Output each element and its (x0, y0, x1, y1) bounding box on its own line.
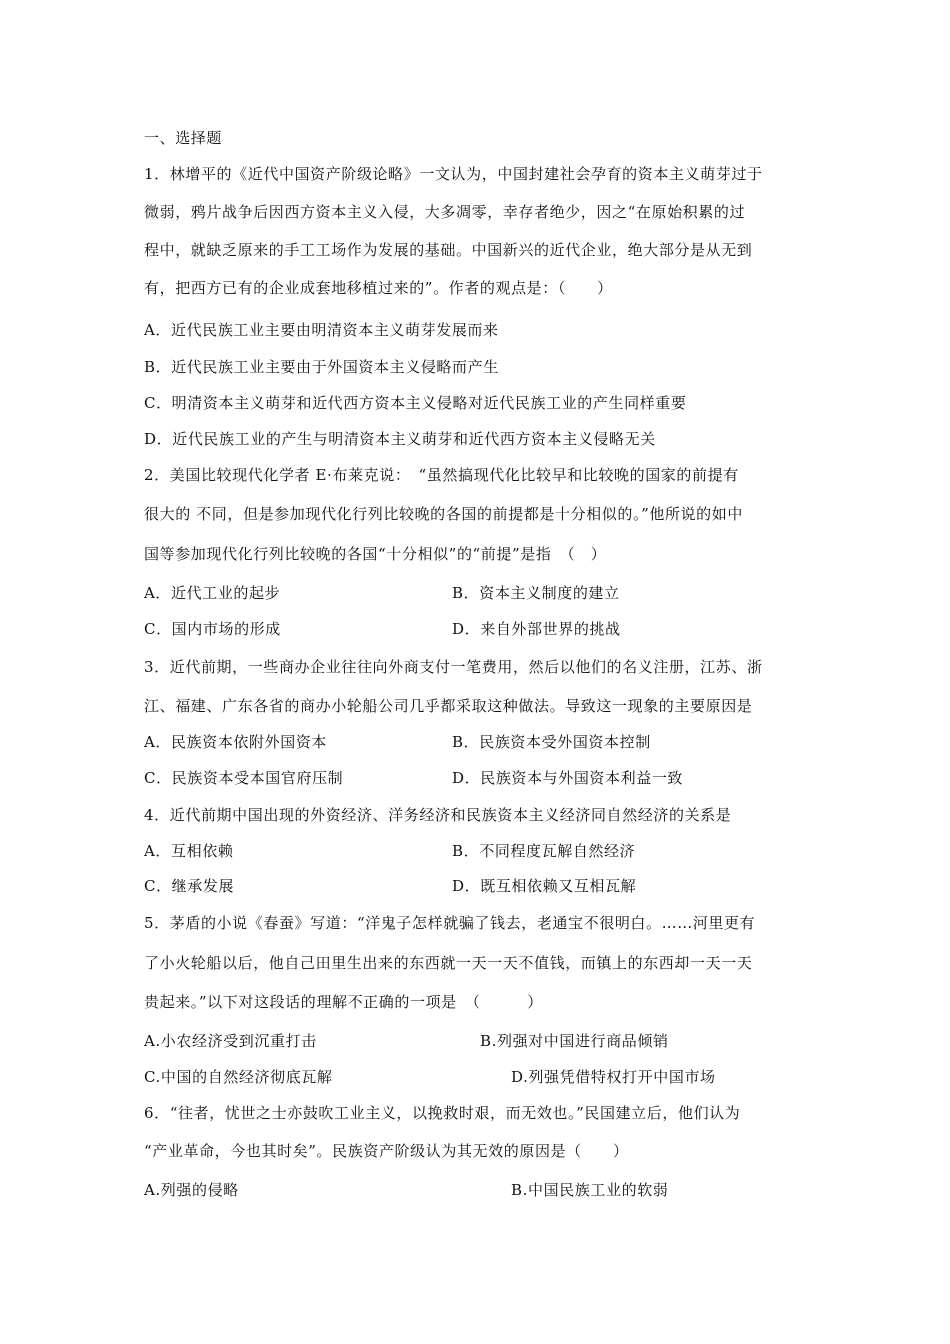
question-2-line-3: 国等参加现代化行列比较晚的各国“十分相似”的“前提”是指 （ ） (144, 545, 607, 563)
question-4-option-b: B．不同程度瓦解自然经济 (452, 842, 636, 860)
question-6-line-1: 6．“往者，忧世之士亦鼓吹工业主义，以挽救时艰，而无效也。”民国建立后，他们认为 (144, 1104, 741, 1122)
question-3-option-d: D．民族资本与外国资本利益一致 (452, 769, 684, 787)
question-3-line-1: 3．近代前期，一些商办企业往往向外商支付一笔费用，然后以他们的名义注册，江苏、浙 (144, 658, 763, 676)
question-5-option-a: A.小农经济受到沉重打击 (144, 1032, 317, 1050)
question-1-option-c: C．明清资本主义萌芽和近代西方资本主义侵略对近代民族工业的产生同样重要 (144, 394, 687, 412)
question-4-line-1: 4．近代前期中国出现的外资经济、洋务经济和民族资本主义经济同自然经济的关系是 (144, 806, 732, 824)
question-1-line-4: 有，把西方已有的企业成套地移植过来的”。作者的观点是：（ ） (144, 279, 613, 297)
question-5-line-2: 了小火轮船以后，他自己田里生出来的东西就一天一天不值钱，而镇上的东西却一天一天 (144, 954, 753, 972)
question-2-line-2: 很大的 不同，但是参加现代化行列比较晚的各国的前提都是十分相似的。”他所说的如中 (144, 505, 743, 523)
question-5-line-1: 5．茅盾的小说《春蚕》写道：“洋鬼子怎样就骗了钱去，老通宝不很明白。……河里更有 (144, 914, 756, 932)
question-3-option-b: B．民族资本受外国资本控制 (452, 733, 651, 751)
question-5-option-c: C.中国的自然经济彻底瓦解 (144, 1068, 333, 1086)
question-3-line-2: 江、福建、广东各省的商办小轮船公司几乎都采取这种做法。导致这一现象的主要原因是 (144, 697, 753, 715)
question-1-option-b: B．近代民族工业主要由于外国资本主义侵略而产生 (144, 358, 499, 376)
question-2-option-d: D．来自外部世界的挑战 (452, 620, 621, 638)
question-2-option-c: C．国内市场的形成 (144, 620, 281, 638)
question-4-option-a: A．互相依赖 (144, 842, 234, 860)
question-2-option-a: A．近代工业的起步 (144, 584, 281, 602)
question-3-option-c: C．民族资本受本国官府压制 (144, 769, 344, 787)
question-1-line-1: 1．林增平的《近代中国资产阶级论略》一文认为，中国封建社会孕育的资本主义萌芽过于 (144, 165, 763, 183)
question-2-line-1: 2．美国比较现代化学者 E·布莱克说： “虽然搞现代化比较早和比较晚的国家的前提有 (144, 466, 739, 484)
question-1-line-3: 程中，就缺乏原来的手工工场作为发展的基础。中国新兴的近代企业，绝大部分是从无到 (144, 241, 753, 259)
question-1-option-d: D．近代民族工业的产生与明清资本主义萌芽和近代西方资本主义侵略无关 (144, 430, 656, 448)
question-4-option-c: C．继承发展 (144, 877, 235, 895)
question-6-line-2: “产业革命，今也其时矣”。民族资产阶级认为其无效的原因是（ ） (144, 1142, 629, 1160)
question-5-option-b: B.列强对中国进行商品倾销 (480, 1032, 669, 1050)
question-2-option-b: B．资本主义制度的建立 (452, 584, 620, 602)
question-1-option-a: A．近代民族工业主要由明清资本主义萌芽发展而来 (144, 321, 499, 339)
question-6-option-a: A.列强的侵略 (144, 1181, 239, 1199)
question-6-option-b: B.中国民族工业的软弱 (511, 1181, 669, 1199)
question-3-option-a: A．民族资本依附外国资本 (144, 733, 328, 751)
question-5-line-3: 贵起来。”以下对这段话的理解不正确的一项是 （ ） (144, 993, 543, 1011)
question-5-option-d: D.列强凭借特权打开中国市场 (511, 1068, 716, 1086)
question-1-line-2: 微弱，鸦片战争后因西方资本主义入侵，大多凋零，幸存者绝少，因之“在原始积累的过 (144, 203, 746, 221)
section-title: 一、选择题 (144, 129, 223, 147)
question-4-option-d: D．既互相依赖又互相瓦解 (452, 877, 637, 895)
